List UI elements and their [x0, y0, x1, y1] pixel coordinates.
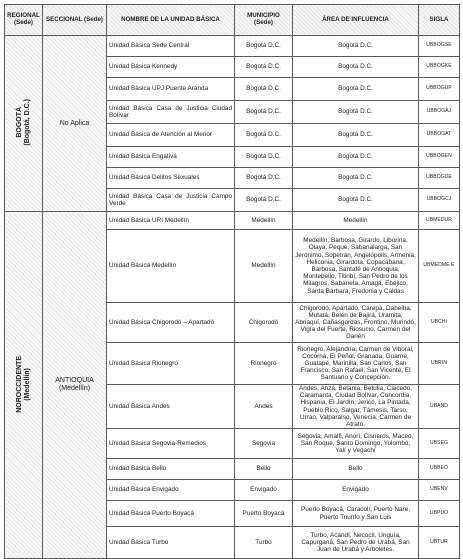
municipio-cell: Envigado [235, 480, 293, 501]
municipio-cell: Segovia [235, 429, 293, 459]
area-cell: Bogotá D.C. [293, 101, 419, 124]
area-cell: Bogotá D.C. [293, 124, 419, 147]
sigla-cell: UBBOGSE [419, 36, 460, 57]
seccional-name: No Aplica [59, 119, 90, 127]
area-cell: Medellín [293, 212, 419, 230]
table-body [5, 36, 460, 559]
seccional-seat: (Medellín) [58, 385, 91, 393]
area-cell: Bogotá D.C. [293, 168, 419, 189]
municipio-cell: Turbo [235, 527, 293, 559]
header-area: ÁREA DE INFLUENCIA [293, 5, 419, 36]
municipio-cell: Andes [235, 385, 293, 429]
area-cell: Bogotá D.C. [293, 189, 419, 212]
sigla-cell: UBMEDME E [419, 230, 460, 303]
municipio-cell: Bogotá D.C. [235, 168, 293, 189]
sigla-cell: UBCHI [419, 303, 460, 343]
unidades-basicas-table [4, 4, 460, 559]
unidad-cell: Unidad Básica Sede Central [107, 36, 235, 57]
regional-label [16, 356, 32, 413]
unidad-cell: Unidad Básica URI Medellín [107, 212, 235, 230]
header-seccional: SECCIONAL (Sede) [43, 5, 107, 36]
sigla-cell: UBBOGDE [419, 168, 460, 189]
regional-name: BOGOTÁ [15, 107, 23, 138]
unidad-cell: Unidad Básica Delitos Sexuales [107, 168, 235, 189]
sigla-cell: UBENV [419, 480, 460, 501]
sigla-cell: UBTUR [419, 527, 460, 559]
area-cell: Bogotá D.C. [293, 147, 419, 168]
sigla-cell: UBRIN [419, 343, 460, 385]
municipio-cell: Bello [235, 459, 293, 480]
unidad-cell: Unidad Básica Kennedy [107, 57, 235, 78]
unidad-cell: Unidad Básica Bello [107, 459, 235, 480]
table-row [5, 36, 460, 57]
sigla-cell: UBBOGCJ [419, 189, 460, 212]
municipio-cell: Chigorodó [235, 303, 293, 343]
municipio-cell: Medellín [235, 230, 293, 303]
header-municipio: MUNICIPIO (Sede) [235, 5, 293, 36]
seccional-cell [43, 36, 107, 212]
municipio-cell: Medellín [235, 212, 293, 230]
municipio-cell: Rionegro [235, 343, 293, 385]
sigla-cell: UBBOGAJ [419, 101, 460, 124]
municipio-cell: Bogotá D.C. [235, 57, 293, 78]
header-regional: REGIONAL (Sede) [5, 5, 43, 36]
sigla-cell: UBAND [419, 385, 460, 429]
seccional-name: ANTIOQUIA [55, 377, 94, 385]
regional-seat: (Bogotá, D.C.) [23, 99, 31, 146]
unidad-cell: Unidad Básica Turbo [107, 527, 235, 559]
unidad-cell: Unidad Básica Andes [107, 385, 235, 429]
sigla-cell: UBBEO [419, 459, 460, 480]
unidad-cell: Unidad Básica UPJ Puente Aranda [107, 78, 235, 101]
header-sigla: SIGLA [419, 5, 460, 36]
area-cell: Turbo, Acandí, Necoclí, Unguía, Capurganá, San Pedro de Urabá, San Juan de Urabá y Arboletes. [293, 527, 419, 559]
regional-seat: (Medellín) [23, 367, 31, 401]
table-row [5, 212, 460, 230]
sigla-cell: UBBOGEN [419, 147, 460, 168]
area-cell: Bogotá D.C. [293, 78, 419, 101]
municipio-cell: Bogotá D.C. [235, 147, 293, 168]
sigla-cell: UBPUO [419, 501, 460, 527]
unidad-cell: Unidad Básica Puerto Boyacá [107, 501, 235, 527]
area-cell: Bogotá D.C. [293, 57, 419, 78]
municipio-cell: Puerto Boyacá [235, 501, 293, 527]
sigla-cell: UBBOGAT [419, 124, 460, 147]
unidad-cell: Unidad Básica Casa de Justicia Ciudad Bolívar [107, 101, 235, 124]
header-unidad: NOMBRE DE LA UNIDAD BÁSICA [107, 5, 235, 36]
regional-cell [5, 36, 43, 212]
sigla-cell: UBBOGUP [419, 78, 460, 101]
municipio-cell: Bogotá D.C. [235, 189, 293, 212]
area-cell: Medellín, Barbosa, Girardo, Liborina, Olaya, Peque, Sabanalarga, San Jerónimo, Sopetrán, Angelópolis, Armenia, Heliconia, Girardota, Copacabana, Barbosa, Santafé de Antioquia, Montebello, Titiribí, San Pedro de los Milagros, Sabaneta, Amagá, Ebéjico, Santa Bárbara, Fredonia y Caldas [293, 230, 419, 303]
area-cell: Rionegro, Alejandría, Carmen de Viboral, Cocorná, El Peñol, Granada, Guarne, Guatapé, Marinilla, San Carlos, San Francisco, San Rafael, San Vicente, El Santuario y Concepción. [293, 343, 419, 385]
regional-name: NOROCCIDENTE [15, 355, 23, 413]
unidad-cell: Unidad Básica Casa de Justicia Campo Verde [107, 189, 235, 212]
municipio-cell: Bogotá D.C. [235, 78, 293, 101]
unidad-cell: Unidad Básica de Atención al Menor [107, 124, 235, 147]
regional-label [16, 99, 32, 146]
seccional-cell [43, 212, 107, 559]
unidad-cell: Unidad Básica Envigado [107, 480, 235, 501]
area-cell: Chigorodó, Apartadó, Carepa, Dabeiba, Mutatá, Belén de Bajirá, Uramita, Abriaquí, Cañasgordas, Frontino, Murindó, Vigía del Fuerte, Riosucio, Carmen del Darién [293, 303, 419, 343]
municipio-cell: Bogotá D.C. [235, 36, 293, 57]
unidad-cell: Unidad Básica Segovia-Remedios [107, 429, 235, 459]
area-cell: Puerto Boyacá, Caracolí, Puerto Nare, Puerto Triunfo y San Luis [293, 501, 419, 527]
sigla-cell: UBMEDUR [419, 212, 460, 230]
unidad-cell: Unidad Básica Chigorodó – Apartadó [107, 303, 235, 343]
header-row [5, 5, 460, 36]
municipio-cell: Bogotá D.C. [235, 101, 293, 124]
area-cell: Envigado [293, 480, 419, 501]
unidad-cell: Unidad Básica Medellín [107, 230, 235, 303]
area-cell: Bogotá D.C. [293, 36, 419, 57]
municipio-cell: Bogotá D.C. [235, 124, 293, 147]
area-cell: Bello [293, 459, 419, 480]
sigla-cell: UBSEG [419, 429, 460, 459]
area-cell: Andes, Anzá, Betania, Betulia, Caicedo, Caramanta, Ciudad Bolívar, Concordia, Hispania, El Jardín, Jericó, La Pintada, Pueblo Rico, Salgar, Támesis, Tarso, Urrao, Valparaíso, Venecia, Carmen de Atrato. [293, 385, 419, 429]
regional-cell [5, 212, 43, 559]
area-cell: Segovia, Amalfi, Anorí, Cisneros, Maceo, San Roque, Santo Domingo, Yolombó, Yalí y Vegachí [293, 429, 419, 459]
unidad-cell: Unidad Básica Rionegro [107, 343, 235, 385]
sigla-cell: UBBOGKE [419, 57, 460, 78]
unidad-cell: Unidad Básica Engativá [107, 147, 235, 168]
